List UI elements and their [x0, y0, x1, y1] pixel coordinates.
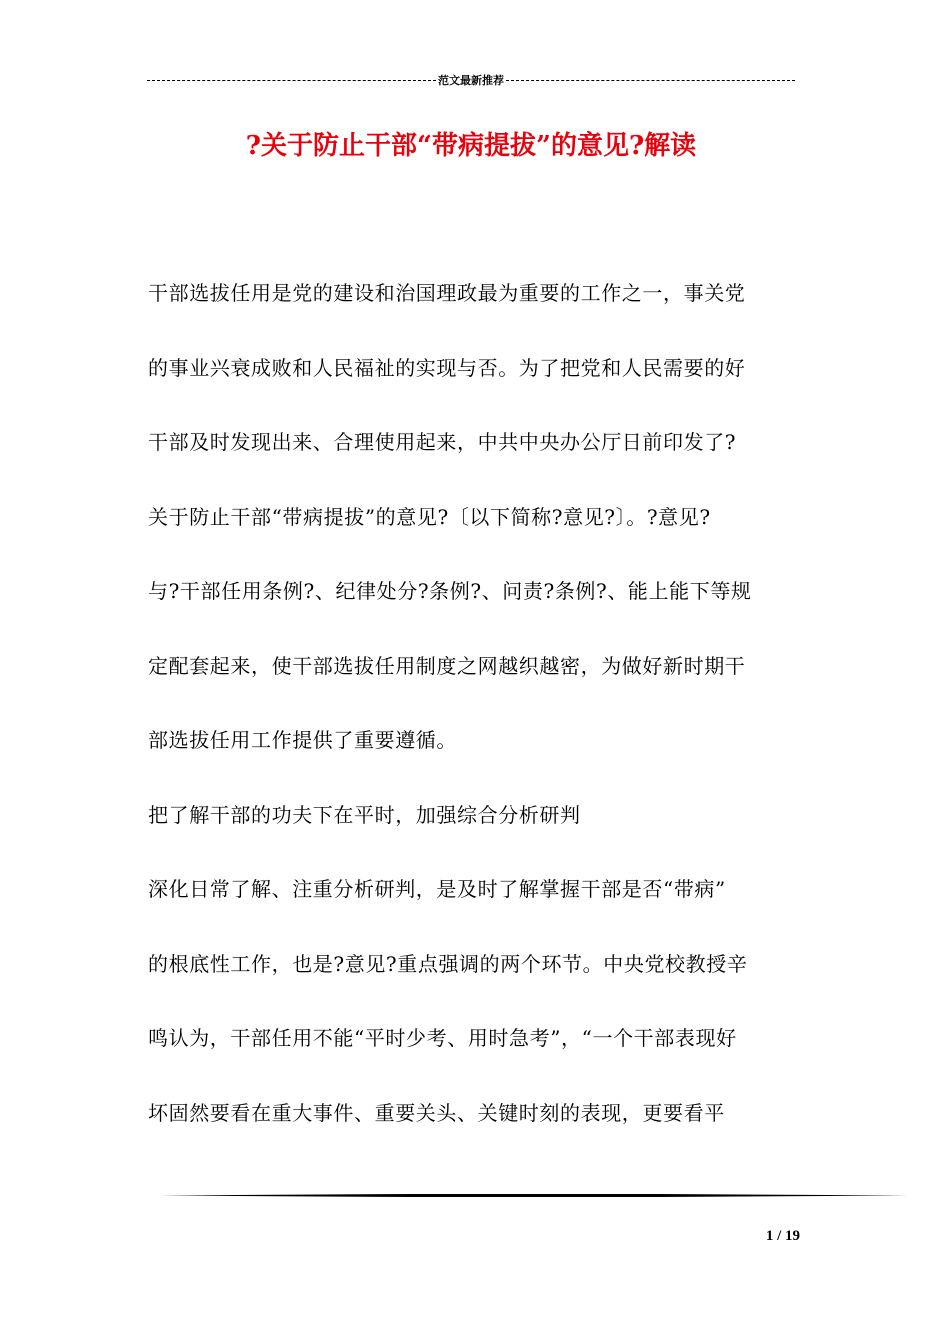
body-line: 部选拔任用工作提供了重要遵循。 [148, 728, 457, 752]
body-line: 干部及时发现出来、合理使用起来，中共中央办公厅日前印发了? [148, 430, 737, 454]
header-dash-left [147, 80, 436, 81]
header-text: 范文最新推荐 [438, 75, 504, 87]
body-line: 鸣认为，干部任用不能“平时少考、用时急考”，“一个干部表现好 [148, 1026, 737, 1050]
body-line: 定配套起来，使干部选拔任用制度之网越织越密，为做好新时期干 [148, 653, 746, 678]
page-number: 1 / 19 [765, 1228, 800, 1244]
section-heading: 把了解干部的功夫下在平时，加强综合分析研判 [148, 802, 581, 827]
document-title: ?关于防止干部“带病提拔”的意见?解读 [245, 131, 697, 161]
body-line: 深化日常了解、注重分析研判，是及时了解掌握干部是否“带病” [148, 877, 726, 901]
header-dash-right [506, 80, 795, 81]
body-line: 干部选拔任用是党的建设和治国理政最为重要的工作之一，事关党 [148, 281, 746, 305]
body-line: 坏固然要看在重大事件、重要关头、关键时刻的表现，更要看平 [148, 1100, 725, 1125]
body-line: 与?干部任用条例?、纪律处分?条例?、问责?条例?、能上能下等规 [148, 579, 752, 603]
body-line: 关于防止干部“带病提拔”的意见?〔以下简称?意见?〕。?意见? [148, 504, 711, 529]
footer-rule [160, 1194, 908, 1197]
body-line: 的事业兴衰成败和人民福祉的实现与否。为了把党和人民需要的好 [148, 355, 746, 380]
page-header [147, 70, 795, 90]
body-line: 的根底性工作，也是?意见?重点强调的两个环节。中央党校教授辛 [148, 951, 748, 976]
body-text [148, 276, 798, 1170]
